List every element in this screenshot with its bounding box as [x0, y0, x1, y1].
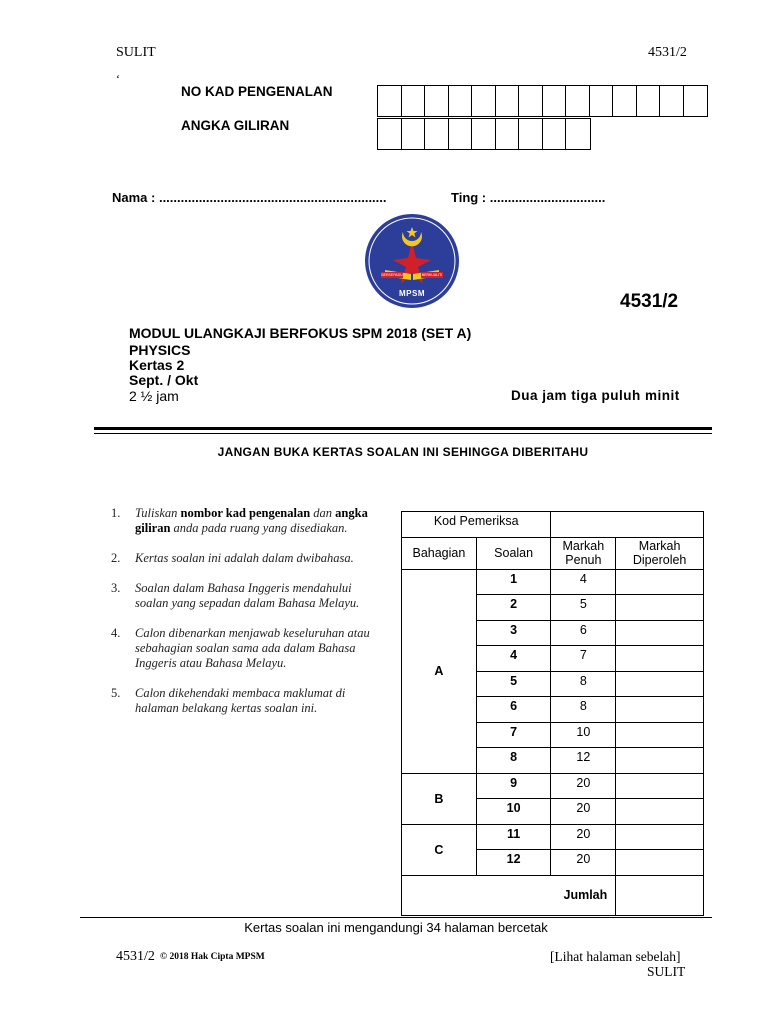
obtained-marks-input[interactable] — [616, 697, 704, 723]
section-cell: A — [402, 569, 477, 773]
index-digit-box[interactable] — [496, 119, 520, 149]
question-cell: 12 — [476, 850, 551, 876]
full-marks-cell: 12 — [551, 748, 616, 774]
obtained-marks-input[interactable] — [616, 620, 704, 646]
header-paper-code: 4531/2 — [648, 45, 687, 60]
ic-label: NO KAD PENGENALAN — [181, 84, 333, 99]
question-cell: 10 — [476, 799, 551, 825]
ic-digit-box[interactable] — [543, 86, 567, 116]
footer-divider — [80, 917, 712, 918]
table-row — [402, 773, 704, 799]
table-row — [402, 569, 704, 595]
question-cell: 11 — [476, 824, 551, 850]
full-marks-cell: 4 — [551, 569, 616, 595]
divider-thin — [94, 433, 712, 434]
examiner-code-input[interactable] — [551, 512, 704, 538]
obtained-marks-input[interactable] — [616, 595, 704, 621]
ic-digit-box[interactable] — [684, 86, 708, 116]
obtained-marks-input[interactable] — [616, 748, 704, 774]
paper-number: Kertas 2 — [129, 357, 185, 373]
ic-digit-box[interactable] — [613, 86, 637, 116]
total-row — [402, 875, 704, 915]
pages-note: Kertas soalan ini mengandungi 34 halaman bercetak — [244, 920, 548, 935]
full-marks-cell: 6 — [551, 620, 616, 646]
instruction-number: 3. — [111, 581, 121, 595]
question-cell: 3 — [476, 620, 551, 646]
index-digit-box[interactable] — [566, 119, 590, 149]
index-digit-box[interactable] — [543, 119, 567, 149]
header-sulit: SULIT — [116, 45, 156, 60]
footer-copyright: © 2018 Hak Cipta MPSM — [160, 952, 265, 962]
obtained-marks-input[interactable] — [616, 569, 704, 595]
index-digit-box[interactable] — [519, 119, 543, 149]
header-tick: ‘ — [116, 72, 120, 86]
divider-thick — [94, 427, 712, 430]
subject-title: PHYSICS — [129, 342, 191, 358]
obtained-marks-input[interactable] — [616, 722, 704, 748]
ic-digit-box[interactable] — [566, 86, 590, 116]
index-digit-box[interactable] — [472, 119, 496, 149]
col-obtained-header: Markah Diperoleh — [616, 537, 704, 569]
ic-digit-box[interactable] — [378, 86, 402, 116]
col-section-header: Bahagian — [402, 537, 477, 569]
instructions-list — [111, 506, 381, 731]
next-page-note: [Lihat halaman sebelah] — [550, 949, 681, 964]
instruction-item: 4. Calon dibenarkan menjawab keseluruhan atau sebahagian soalan sama ada dalam Bahasa Inggeris atau Bahasa Melayu. — [111, 626, 370, 670]
question-cell: 2 — [476, 595, 551, 621]
ic-digit-box[interactable] — [660, 86, 684, 116]
instruction-item: 2. Kertas soalan ini adalah dalam dwibahasa. — [111, 551, 354, 565]
question-cell: 6 — [476, 697, 551, 723]
instruction-number: 4. — [111, 626, 121, 640]
duration-words: Dua jam tiga puluh minit — [511, 388, 680, 403]
question-cell: 1 — [476, 569, 551, 595]
section-cell: B — [402, 773, 477, 824]
logo-text: MPSM — [399, 289, 425, 298]
full-marks-cell: 10 — [551, 722, 616, 748]
index-digit-box[interactable] — [425, 119, 449, 149]
obtained-marks-input[interactable] — [616, 646, 704, 672]
table-row — [402, 824, 704, 850]
full-marks-cell: 20 — [551, 799, 616, 825]
ic-digit-box[interactable] — [472, 86, 496, 116]
instruction-number: 1. — [111, 506, 121, 520]
logo-ribbon-left: BERSEPADU — [381, 273, 403, 277]
obtained-marks-input[interactable] — [616, 799, 704, 825]
obtained-marks-input[interactable] — [616, 671, 704, 697]
question-cell: 5 — [476, 671, 551, 697]
ic-digit-box[interactable] — [425, 86, 449, 116]
ic-digit-box[interactable] — [402, 86, 426, 116]
total-label: Jumlah — [402, 875, 616, 915]
instruction-item: 3. Soalan dalam Bahasa Inggeris mendahului soalan yang sepadan dalam Bahasa Melayu. — [111, 581, 360, 610]
footer-sulit: SULIT — [647, 964, 686, 979]
ic-digit-box[interactable] — [590, 86, 614, 116]
obtained-marks-input[interactable] — [616, 850, 704, 876]
ic-digit-box[interactable] — [449, 86, 473, 116]
full-marks-cell: 5 — [551, 595, 616, 621]
duration-short: 2 ½ jam — [129, 388, 179, 404]
exam-month: Sept. / Okt — [129, 372, 199, 388]
full-marks-cell: 8 — [551, 671, 616, 697]
full-marks-cell: 20 — [551, 824, 616, 850]
ic-digit-box[interactable] — [519, 86, 543, 116]
logo-ribbon-right: BERKUALITI — [421, 273, 443, 277]
question-cell: 7 — [476, 722, 551, 748]
index-digit-box[interactable] — [449, 119, 473, 149]
full-marks-cell: 7 — [551, 646, 616, 672]
marks-table — [401, 511, 704, 916]
index-digit-box[interactable] — [402, 119, 426, 149]
name-field[interactable]: Nama : ............................................................... — [112, 190, 387, 205]
col-question-header: Soalan — [476, 537, 551, 569]
index-label: ANGKA GILIRAN — [181, 118, 290, 133]
obtained-marks-input[interactable] — [616, 824, 704, 850]
col-full-marks-header: Markah Penuh — [551, 537, 616, 569]
question-cell: 9 — [476, 773, 551, 799]
mpsm-logo — [363, 212, 461, 310]
instruction-number: 2. — [111, 551, 121, 565]
index-number-boxes[interactable] — [377, 118, 591, 150]
form-field[interactable]: Ting : ................................ — [451, 190, 606, 205]
ic-number-boxes[interactable] — [377, 85, 708, 117]
instruction-number: 5. — [111, 686, 121, 700]
full-marks-cell: 20 — [551, 773, 616, 799]
question-cell: 8 — [476, 748, 551, 774]
instruction-item: 1. Tuliskan nombor kad pengenalan dan angka giliran anda pada ruang yang disediakan. — [111, 506, 368, 535]
question-cell: 4 — [476, 646, 551, 672]
index-digit-box[interactable] — [378, 119, 402, 149]
section-cell: C — [402, 824, 477, 875]
full-marks-cell: 20 — [551, 850, 616, 876]
ic-digit-box[interactable] — [496, 86, 520, 116]
instruction-item: 5. Calon dikehendaki membaca maklumat di halaman belakang kertas soalan ini. — [111, 686, 346, 715]
ic-digit-box[interactable] — [637, 86, 661, 116]
full-marks-cell: 8 — [551, 697, 616, 723]
paper-code-large: 4531/2 — [620, 291, 679, 312]
footer-code: 4531/2 — [116, 949, 155, 964]
warning-banner: JANGAN BUKA KERTAS SOALAN INI SEHINGGA DIBERITAHU — [217, 445, 589, 459]
obtained-marks-input[interactable] — [616, 773, 704, 799]
total-input[interactable] — [616, 875, 704, 915]
examiner-code-label: Kod Pemeriksa — [402, 512, 551, 538]
module-title: MODUL ULANGKAJI BERFOKUS SPM 2018 (SET A) — [129, 325, 472, 341]
